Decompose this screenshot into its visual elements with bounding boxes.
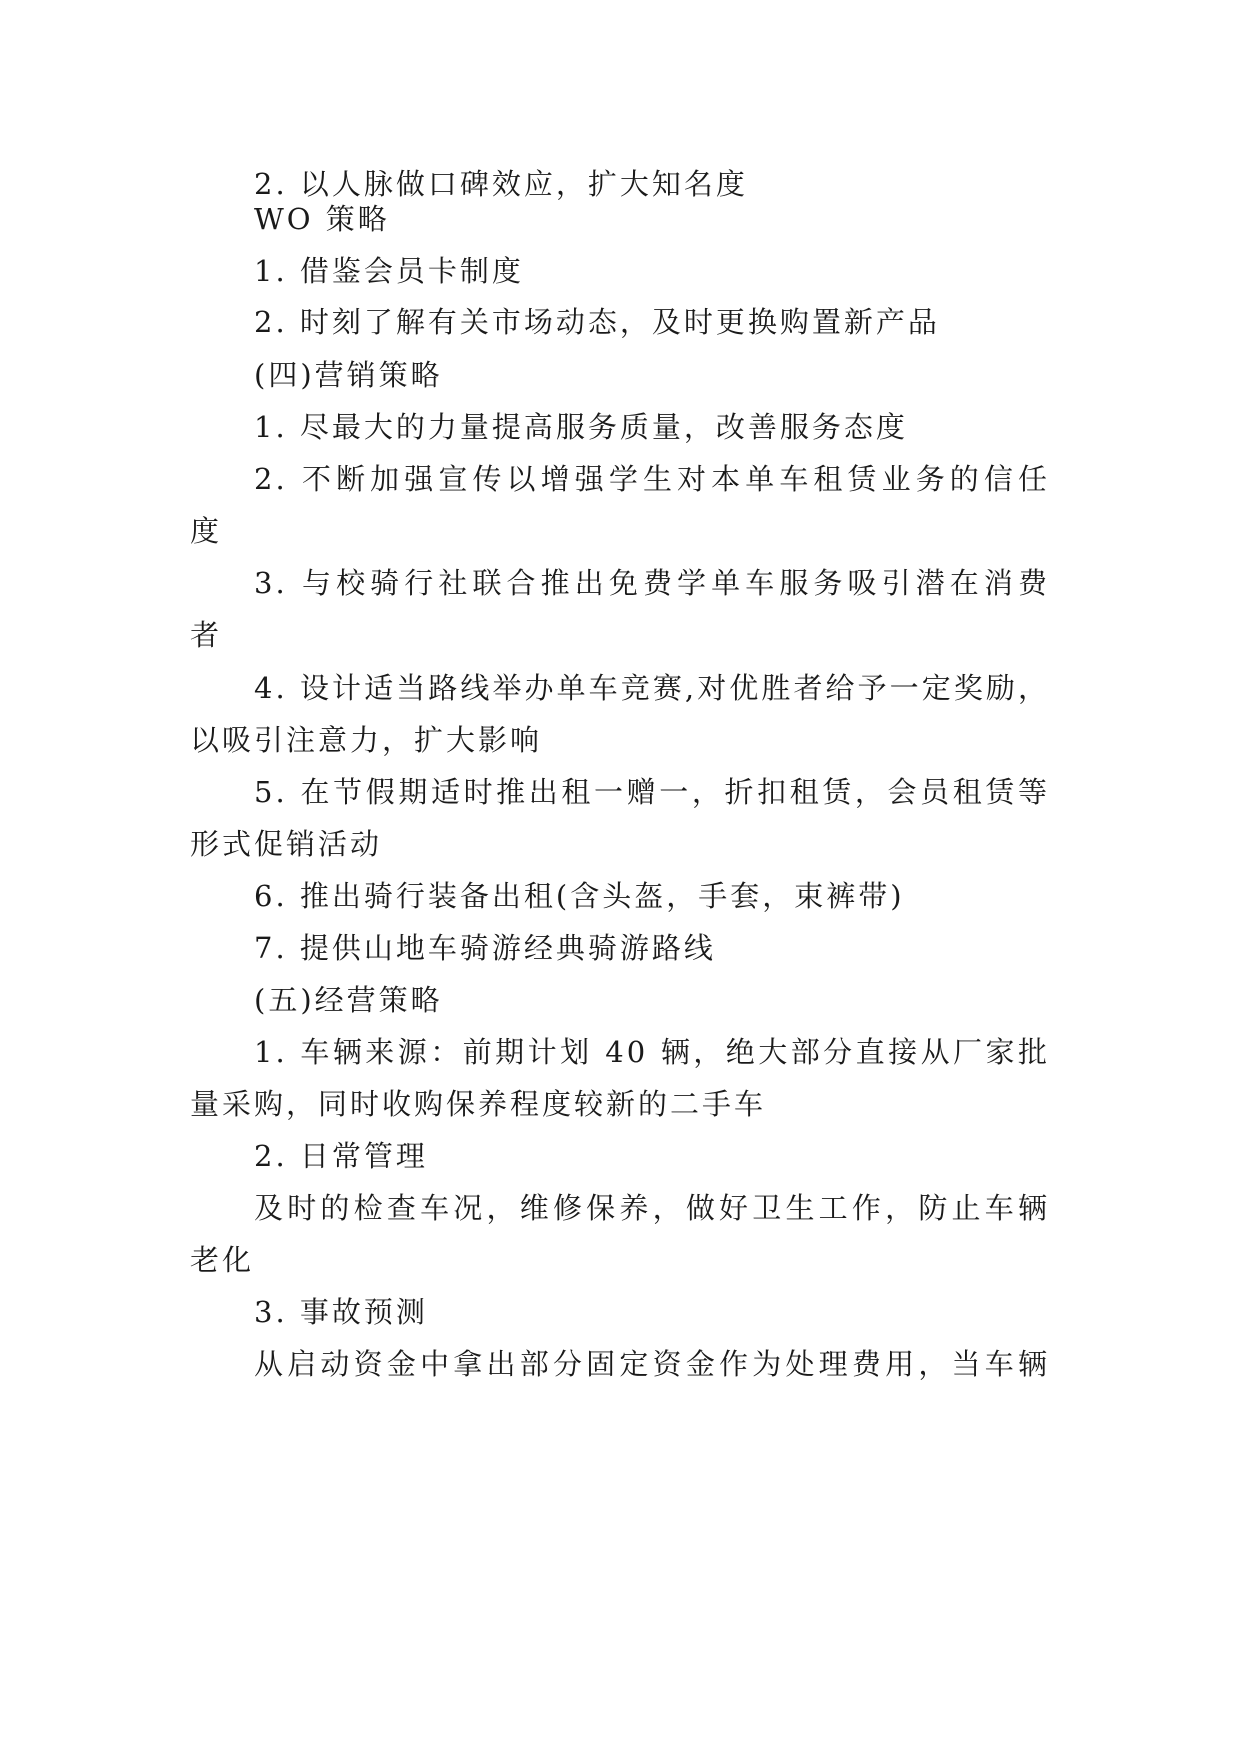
paragraph-line: 从启动资金中拿出部分固定资金作为处理费用，当车辆 [254, 1347, 1050, 1381]
paragraph-line-continued: 度 [190, 514, 223, 548]
section-heading: (四)营销策略 [254, 358, 443, 392]
paragraph-line: 2. 时刻了解有关市场动态，及时更换购置新产品 [254, 305, 940, 339]
paragraph-line-continued: 量采购，同时收购保养程度较新的二手车 [190, 1087, 767, 1121]
paragraph-line: 7. 提供山地车骑游经典骑游路线 [254, 931, 716, 965]
paragraph-line: 2. 以人脉做口碑效应，扩大知名度 [254, 167, 748, 201]
paragraph-line: 6. 推出骑行装备出租(含头盔，手套，束裤带) [254, 879, 905, 913]
paragraph-line: 及时的检查车况，维修保养，做好卫生工作，防止车辆 [254, 1191, 1050, 1225]
section-heading: (五)经营策略 [254, 983, 443, 1017]
paragraph-line: 5. 在节假期适时推出租一赠一，折扣租赁，会员租赁等 [254, 775, 1050, 809]
paragraph-line: 1. 尽最大的力量提高服务质量，改善服务态度 [254, 410, 908, 444]
paragraph-line-continued: 老化 [190, 1243, 255, 1277]
paragraph-line: WO 策略 [254, 202, 390, 236]
paragraph-line-continued: 者 [190, 618, 223, 652]
paragraph-line-continued: 以吸引注意力，扩大影响 [190, 723, 543, 757]
paragraph-line: 1. 借鉴会员卡制度 [254, 254, 524, 288]
paragraph-line: 3. 与校骑行社联合推出免费学单车服务吸引潜在消费 [254, 566, 1050, 600]
paragraph-line: 3. 事故预测 [254, 1295, 428, 1329]
paragraph-line: 2. 日常管理 [254, 1139, 428, 1173]
paragraph-line: 1. 车辆来源：前期计划 40 辆，绝大部分直接从厂家批 [254, 1035, 1050, 1069]
paragraph-line: 4. 设计适当路线举办单车竞赛,对优胜者给予一定奖励， [254, 671, 1050, 705]
paragraph-line-continued: 形式促销活动 [190, 827, 383, 861]
paragraph-line: 2. 不断加强宣传以增强学生对本单车租赁业务的信任 [254, 462, 1050, 496]
